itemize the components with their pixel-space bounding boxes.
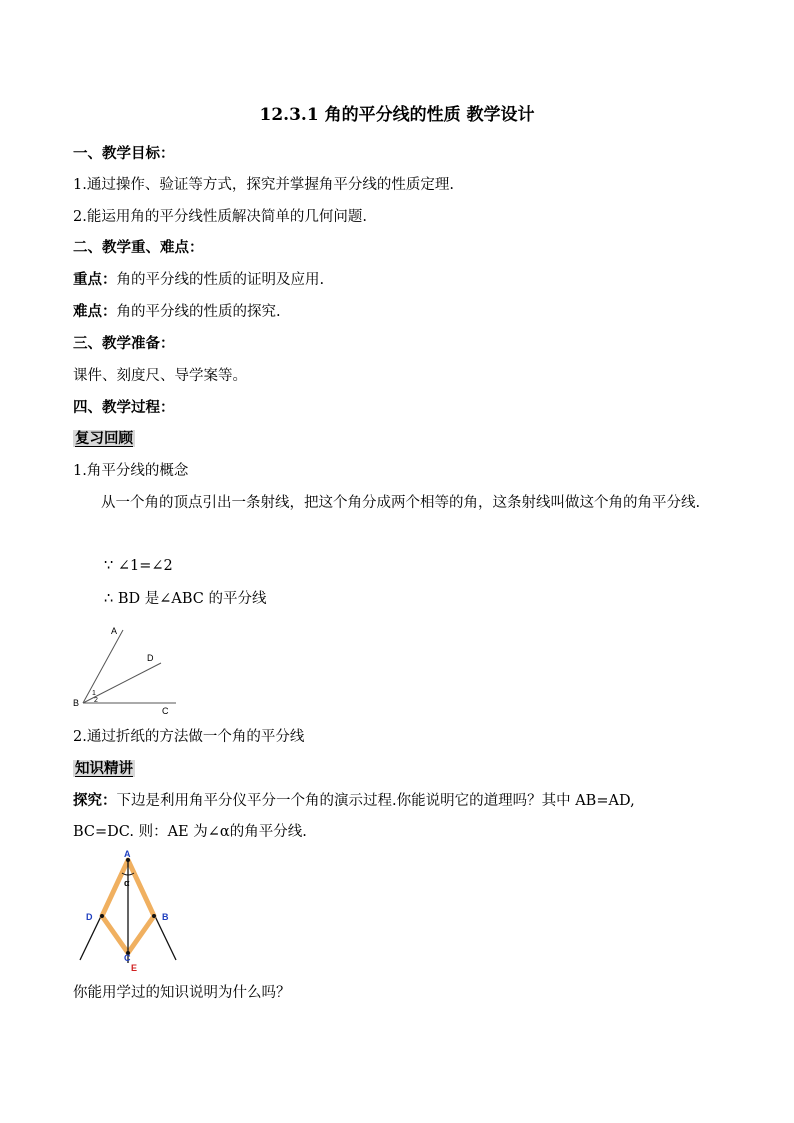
label-e: E [131, 963, 138, 973]
label-angle-1: 1 [92, 690, 96, 697]
label-a: A [111, 626, 118, 636]
angle-bisector-figure [68, 620, 188, 720]
knowledge-tag-line [73, 759, 135, 779]
review-tag-line [73, 429, 135, 449]
difficulty-text: 角的平分线的性质的探究. [116, 304, 281, 320]
label-d: D [86, 912, 93, 922]
review-item-2: 2.通过折纸的方法做一个角的平分线 [73, 729, 305, 745]
page-title: 12.3.1 角的平分线的性质 教学设计 [259, 105, 535, 125]
difficulty-point [73, 302, 281, 322]
ray-ba [83, 630, 123, 703]
explore-line-1 [73, 791, 635, 811]
point-d [100, 914, 104, 918]
point-b [152, 914, 156, 918]
knowledge-tag: 知识精讲 [75, 760, 133, 777]
prep-heading: 三、教学准备： [73, 335, 175, 352]
label-d: D [147, 653, 154, 663]
keypoints-heading: 二、教学重、难点： [73, 239, 204, 256]
process-heading: 四、教学过程： [73, 399, 175, 416]
label-angle-2: 2 [94, 697, 98, 704]
goal-1: 1.通过操作、验证等方式，探究并掌握角平分线的性质定理. [73, 177, 454, 193]
difficulty-label: 难点： [73, 303, 117, 320]
review-paragraph: 从一个角的顶点引出一条射线，把这个角分成两个相等的角，这条射线叫做这个角的角平分线. [101, 495, 701, 511]
goals-heading: 一、教学目标： [73, 145, 175, 162]
explore-label: 探究： [73, 792, 117, 809]
review-tag: 复习回顾 [75, 430, 133, 447]
key-label: 重点： [73, 271, 117, 288]
label-c: C [124, 953, 131, 963]
label-b: B [162, 912, 169, 922]
prep-text: 课件、刻度尺、导学案等。 [73, 368, 247, 384]
label-b: B [73, 698, 80, 708]
goal-2: 2.能运用角的平分线性质解决简单的几何问题. [73, 209, 367, 225]
because-line: ∵ ∠1=∠2 [104, 558, 173, 574]
key-point [73, 270, 324, 290]
therefore-line: ∴ BD 是∠ABC 的平分线 [104, 591, 267, 607]
label-a: A [124, 849, 131, 859]
review-item-1: 1.角平分线的概念 [73, 463, 189, 479]
key-text: 角的平分线的性质的证明及应用. [116, 272, 325, 288]
label-c: C [162, 706, 169, 716]
explore-line-2: BC=DC. 则：AE 为∠α的角平分线. [73, 824, 307, 840]
closing-question: 你能用学过的知识说明为什么吗？ [73, 985, 291, 1001]
explore-text-1: 下边是利用角平分仪平分一个角的演示过程.你能说明它的道理吗？其中 AB=AD, [116, 793, 635, 809]
bisector-instrument-figure [78, 848, 182, 974]
label-alpha: α [124, 878, 130, 888]
